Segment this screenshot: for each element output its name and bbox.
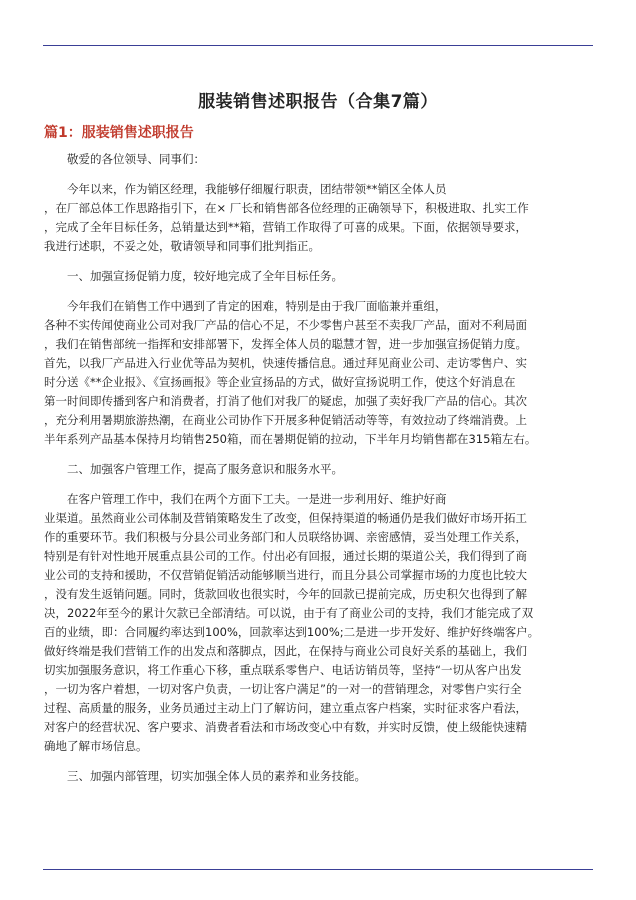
text-line: ，在厂部总体工作思路指引下，在× 厂长和销售部各位经理的正确领导下，积极进取、扎实工作 — [44, 201, 529, 215]
text-line: 切实加强服务意识，将工作重心下移，重点联系零售户、电话访销员等，坚持“一切从客户出发 — [44, 663, 522, 677]
paragraph — [44, 297, 594, 449]
text-line: 百的业绩，即：合同履约率达到100%，回款率达到100%;二是进一步开发好、维护好终端客户。 — [44, 625, 540, 639]
text-line: 今年我们在销售工作中遇到了肯定的困难，特别是由于我厂面临兼并重组， — [44, 299, 447, 313]
header-rule — [43, 45, 593, 46]
text-line: ，完成了全年目标任务，总销量达到**箱，营销工作取得了可喜的成果。下面，依据领导要求， — [44, 220, 527, 234]
text-line: 对客户的经营状况、客户要求、消费者看法和市场改变心中有数，并实时反馈，使上级能快速精 — [44, 720, 527, 734]
text-line: 今年以来，作为销区经理，我能够仔细履行职责，团结带领**销区全体人员 — [44, 182, 447, 196]
paragraph-gap — [44, 479, 594, 490]
paragraph — [44, 767, 594, 786]
text-line: 作的重要环节。我们积极与分县公司业务部门和人员联络协调、亲密感情，妥当处理工作关系， — [44, 530, 527, 544]
paragraph-gap — [44, 256, 594, 267]
text-line: ，充分利用暑期旅游热潮，在商业公司协作下开展多种促销活动等等，有效拉动了终端消费。上 — [44, 413, 527, 427]
text-line: 敬爱的各位领导、同事们： — [44, 152, 205, 166]
text-line: 业渠道。虽然商业公司体制及营销策略发生了改变，但保持渠道的畅通仍是我们做好市场开拓工 — [44, 511, 527, 525]
text-line: 三、加强内部管理，切实加强全体人员的素养和业务技能。 — [44, 769, 366, 783]
text-line: 第一时间即传播到客户和消费者，打消了他们对我厂的疑虑，加强了卖好我厂产品的信心。其次 — [44, 394, 527, 408]
text-line: 在客户管理工作中，我们在两个方面下工夫。一是进一步利用好、维护好商 — [44, 492, 447, 506]
text-line: 过程、高质量的服务，业务员通过主动上门了解访问，建立重点客户档案，实时征求客户看法， — [44, 701, 527, 715]
document-title: 服装销售述职报告（合集7篇） — [198, 92, 438, 112]
text-line: 各种不实传闻使商业公司对我厂产品的信心不足，不少零售户甚至不卖我厂产品，面对不利局面 — [44, 318, 527, 332]
footer-rule — [43, 869, 593, 870]
paragraph-gap — [44, 756, 594, 767]
paragraph — [44, 150, 594, 169]
paragraph-gap — [44, 169, 594, 180]
text-line: 我进行述职，不妥之处，敬请领导和同事们批判指正。 — [44, 239, 320, 253]
paragraph-gap — [44, 286, 594, 297]
paragraph-gap — [44, 449, 594, 460]
text-line: ，我们在销售部统一指挥和安排部署下，发挥全体人员的聪慧才智，进一步加强宣扬促销力度。 — [44, 337, 527, 351]
text-line: 时分送《**企业报》、《宣扬画报》等企业宣扬品的方式，做好宣扬说明工作，使这个好消息在 — [44, 375, 516, 389]
section-heading: 篇1：服装销售述职报告 — [44, 125, 194, 141]
text-line: 决，2022年至今的累计欠款已全部清结。可以说，由于有了商业公司的支持，我们才能完成了双 — [44, 606, 534, 620]
text-line: 做好终端是我们营销工作的出发点和落脚点，因此，在保持与商业公司良好关系的基础上，我们 — [44, 644, 527, 658]
paragraph — [44, 180, 594, 256]
text-line: 业公司的支持和援助，不仅营销促销活动能够顺当进行，而且分县公司掌握市场的力度也比较大 — [44, 568, 527, 582]
text-line: 确地了解市场信息。 — [44, 739, 148, 753]
paragraph — [44, 490, 594, 756]
text-line: 首先，以我厂产品进入行业优等品为契机，快速传播信息。通过拜见商业公司、走访零售户、实 — [44, 356, 527, 370]
document-body — [44, 150, 594, 786]
text-line: ，没有发生返销问题。同时，货款回收也很实时，今年的回款已提前完成，历史积欠也得到了解 — [44, 587, 527, 601]
text-line: ，一切为客户着想，一切对客户负责，一切让客户满足”的一对一的营销理念，对零售户实行全 — [44, 682, 522, 696]
paragraph — [44, 267, 594, 286]
text-line: 半年系列产品基本保持月均销售250箱，而在暑期促销的拉动，下半年月均销售都在315箱左右。 — [44, 432, 537, 446]
text-line: 特别是有针对性地开展重点县公司的工作。付出必有回报，通过长期的渠道公关，我们得到了商 — [44, 549, 527, 563]
paragraph — [44, 460, 594, 479]
text-line: 一、加强宣扬促销力度，较好地完成了全年目标任务。 — [44, 269, 343, 283]
text-line: 二、加强客户管理工作，提高了服务意识和服务水平。 — [44, 462, 343, 476]
